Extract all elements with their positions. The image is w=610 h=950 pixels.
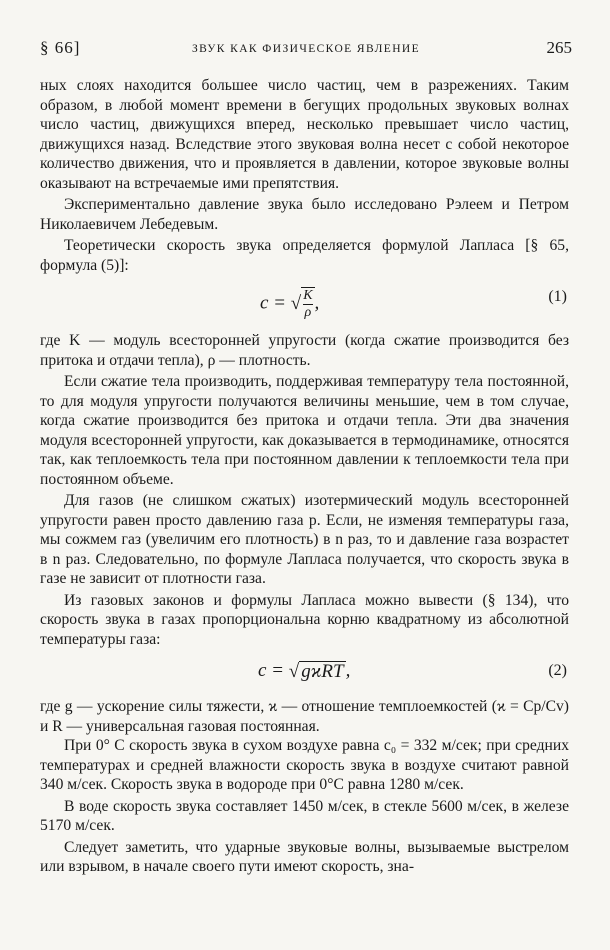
formula-number: (1) [548, 288, 567, 305]
running-header [40, 38, 572, 60]
paragraph: В воде скорость звука составляет 1450 м/сек, в стекле 5600 м/сек, в железе 5170 м/сек. [40, 797, 569, 834]
formula-laplace [40, 277, 569, 331]
paragraph: ных слоях находится большее число частиц, чем в разрежениях. Таким образом, в любой момент времени в бегущих продольных звуковых волнах число частиц, движущихся вперед, несколько превышает число частиц, движущихся назад. Вследствие этого звуковая волна несет с собой некоторое количество движения, что и проявляется в давлении, которое звуковые волны оказывают на встречаемые ими препятствия. [40, 77, 569, 192]
sqrt-symbol: √ $\frac{K}{\rho}$ [290, 288, 313, 320]
paragraph: Теоретически скорость звука определяется формулой Лапласа [§ 65, формула (5)]: [40, 237, 569, 274]
paragraph: Экспериментально давление звука было исследовано Рэлеем и Петром Николаевичем Лебедевым. [40, 196, 569, 233]
paragraph: Следует заметить, что ударные звуковые волны, вызываемые выстрелом или взрывом, в начале своего пути имеют скорость, зна- [40, 838, 569, 875]
paragraph: где g — ускорение силы тяжести, ϰ — отношение темплоемкостей (ϰ = Cp/Cv) и R — универсальная газовая постоянная. [40, 698, 569, 735]
page-body [40, 76, 569, 877]
paragraph: где K — модуль всесторонней упругости (когда сжатие производится без притока и отдачи тепла), ρ — плотность. [40, 332, 569, 369]
paragraph: При 0° С скорость звука в сухом воздухе равна c₀ = 332 м/сек; при средних температурах и средней влажности скорость звука в воздухе считают равной 340 м/сек. Скорость звука в водороде при 0°С равна 1280 м/сек. [40, 737, 569, 793]
paragraph: Из газовых законов и формулы Лапласа можно вывести (§ 134), что скорость звука в газах пропорциональна корню квадратному из абсолютной температуры газа: [40, 591, 569, 648]
sqrt-symbol: √ gϰRT [288, 661, 344, 683]
formula-gas-speed [40, 649, 569, 697]
formula-expression: c = √ gϰRT , [258, 660, 351, 683]
section-ref: § 66] [40, 38, 81, 57]
paragraph: Для газов (не слишком сжатых) изотермический модуль всесторонней упругости равен просто давлению газа p. Если, не изменяя температуры газа, мы сожмем газ (увеличим его плотность) в n раз, то и давление газа возрастет в n раз. Следовательно, по формуле Лапласа получается, что скорость звука в газе не зависит от плотности газа. [40, 492, 569, 587]
paragraph: Если сжатие тела производить, поддерживая температуру тела постоянной, то для модуля упругости получаются величины меньшие, чем в том случае, когда сжатие производится без притока и отдачи тепла. Эти два значения модуля всесторонней упругости, как доказывается в термодинамике, относятся так, как теплоемкость тела при постоянном давлении к теплоемкости тела при постоянном объеме. [40, 373, 569, 488]
page-number: 265 [546, 38, 572, 57]
formula-expression: c = √ $\frac{K}{\rho}$ , [260, 288, 320, 320]
formula-number: (2) [548, 662, 567, 679]
running-title: ЗВУК КАК ФИЗИЧЕСКОЕ ЯВЛЕНИЕ [191, 43, 421, 55]
